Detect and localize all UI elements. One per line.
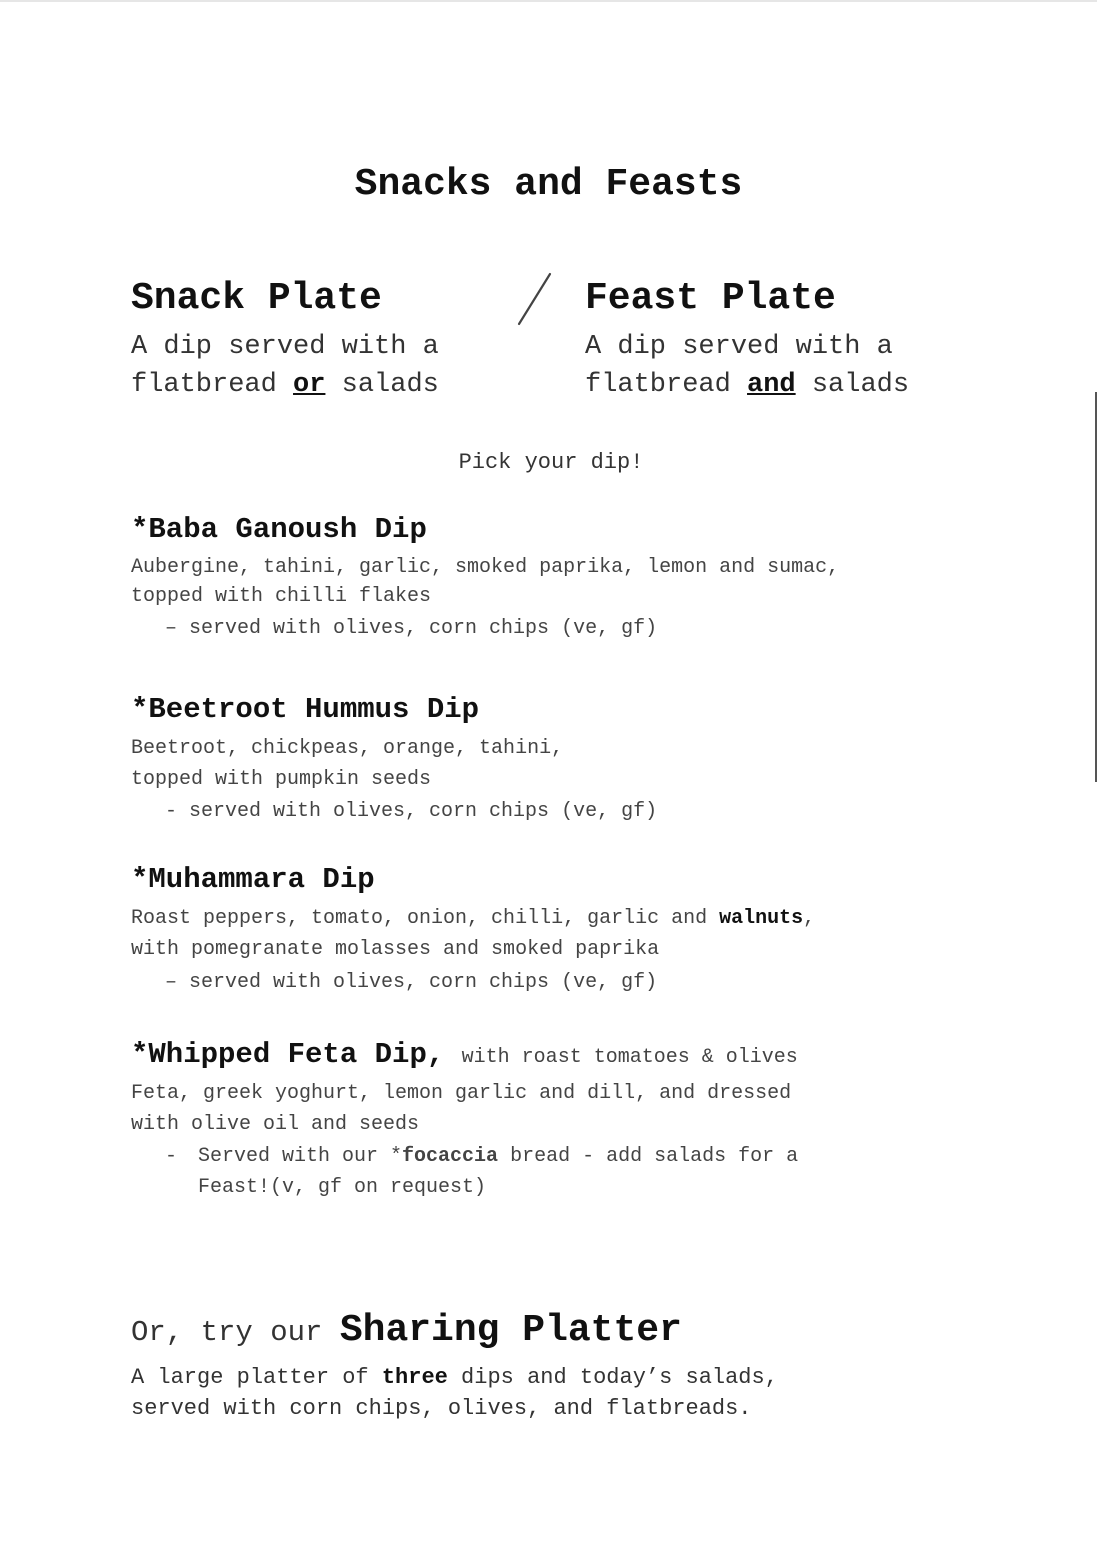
dip-served-with-line2: Feast!(v, gf on request) xyxy=(198,1176,487,1199)
dip-desc-line: with olive oil and seeds xyxy=(131,1113,420,1136)
snack-plate-desc-line1: A dip served with a xyxy=(131,332,439,362)
snack-emphasis: or xyxy=(293,370,326,400)
feast-plate-desc-line1: A dip served with a xyxy=(585,332,893,362)
dip-desc-line: with pomegranate molasses and smoked paprika xyxy=(131,938,660,961)
dip-desc-line: Beetroot, chickpeas, orange, tahini, xyxy=(131,737,564,760)
feast-plate-desc-line2: flatbread and salads xyxy=(585,370,910,400)
dip-name-muhammara: *Muhammara Dip xyxy=(131,863,375,896)
bread-emphasis: focaccia xyxy=(402,1145,499,1168)
dip-desc-line: topped with chilli flakes xyxy=(131,585,432,608)
dip-served-with: Served with our *focaccia bread - add salads for a xyxy=(198,1145,799,1168)
snack-plate-desc-line2: flatbread or salads xyxy=(131,370,439,400)
platter-desc-line: A large platter of three dips and today’s salads, xyxy=(131,1365,778,1390)
snack-plate-title: Snack Plate xyxy=(131,277,382,320)
dip-served-with: – served with olives, corn chips (ve, gf) xyxy=(165,971,658,994)
sharing-platter-title: Sharing Platter xyxy=(339,1309,682,1352)
dip-desc-line: topped with pumpkin seeds xyxy=(131,768,432,791)
dip-desc-line: Feta, greek yoghurt, lemon garlic and dill, and dressed xyxy=(131,1082,792,1105)
dip-aside: with roast tomatoes & olives xyxy=(461,1046,798,1069)
dip-name-baba-ganoush: *Baba Ganoush Dip xyxy=(131,513,427,546)
pick-your-dip-heading: Pick your dip! xyxy=(458,450,644,475)
dip-served-with: - served with olives, corn chips (ve, gf) xyxy=(165,800,658,823)
dip-name-beetroot-hummus: *Beetroot Hummus Dip xyxy=(131,693,480,726)
list-bullet: - xyxy=(165,1145,178,1168)
top-border xyxy=(0,0,1097,2)
allergen-emphasis: walnuts xyxy=(719,907,804,930)
slash-divider xyxy=(516,272,556,328)
sharing-platter-heading: Or, try our Sharing Platter xyxy=(131,1309,682,1352)
feast-plate-title: Feast Plate xyxy=(585,277,836,320)
platter-emphasis: three xyxy=(381,1365,448,1390)
feast-emphasis: and xyxy=(747,370,796,400)
dip-desc-line: Aubergine, tahini, garlic, smoked paprika, lemon and sumac, xyxy=(131,556,840,579)
dip-name-whipped-feta: *Whipped Feta Dip, with roast tomatoes & olives xyxy=(131,1038,798,1071)
platter-desc-line: served with corn chips, olives, and flatbreads. xyxy=(131,1396,752,1421)
page-title: Snacks and Feasts xyxy=(354,163,743,206)
dip-desc-line: Roast peppers, tomato, onion, chilli, garlic and walnuts, xyxy=(131,907,816,930)
dip-served-with: – served with olives, corn chips (ve, gf) xyxy=(165,617,658,640)
